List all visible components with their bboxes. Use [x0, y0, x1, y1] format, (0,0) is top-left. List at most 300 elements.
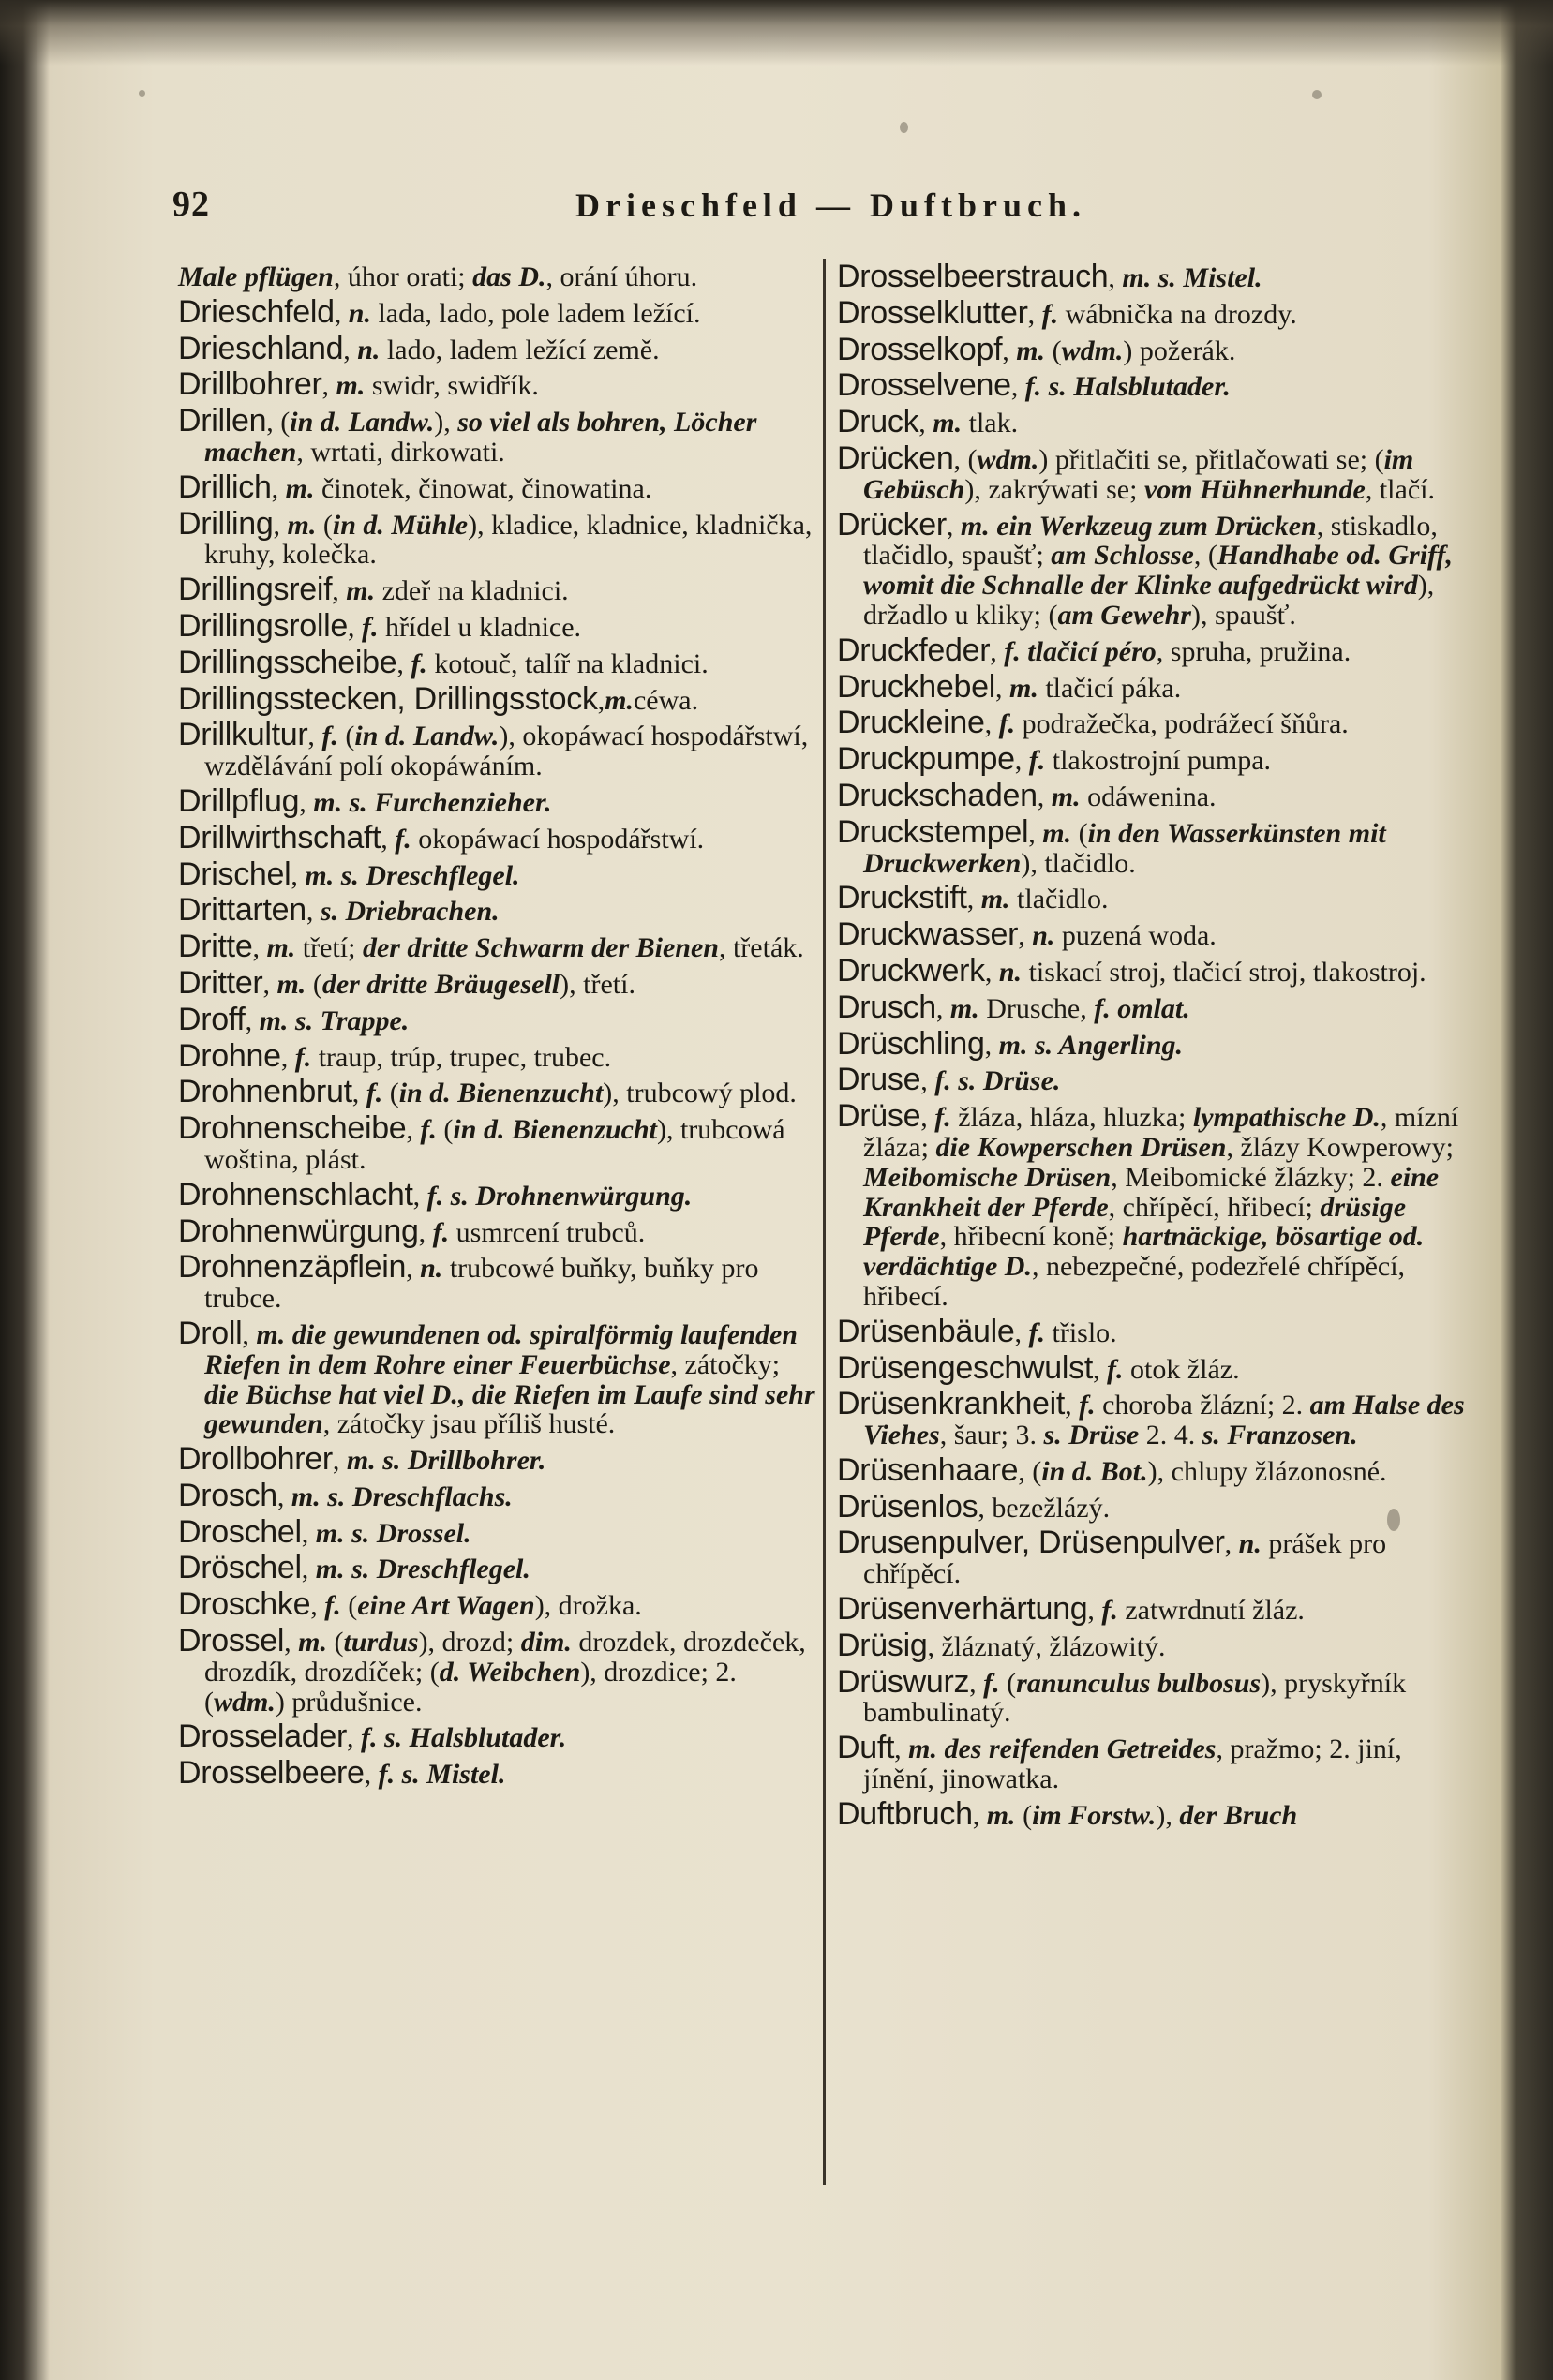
- definition-text: otok žláz.: [1123, 1353, 1240, 1385]
- dictionary-entry: [837, 1062, 1474, 1098]
- italic-gloss: f.: [1107, 1353, 1124, 1385]
- definition-text: ,: [946, 510, 961, 542]
- left-column: [178, 262, 815, 1795]
- headword: Drüsig: [837, 1627, 928, 1663]
- headword: Druckstempel: [837, 813, 1029, 850]
- italic-gloss: f. omlat.: [1094, 992, 1190, 1024]
- definition-text: , tlačí.: [1365, 473, 1435, 505]
- headword: Drüswurz: [837, 1663, 970, 1700]
- italic-gloss: m.: [933, 408, 963, 439]
- definition-text: (: [999, 1667, 1017, 1699]
- dictionary-entry: [178, 1586, 815, 1623]
- paper-speck: [139, 90, 145, 97]
- definition-text: ,: [252, 932, 267, 964]
- dictionary-entry: [178, 505, 815, 571]
- dictionary-entry: [837, 880, 1474, 916]
- headword: Dritte: [178, 929, 253, 965]
- definition-text: , žlázy Kowperowy;: [1226, 1131, 1454, 1163]
- dictionary-entry: [178, 262, 815, 292]
- italic-gloss: f.: [361, 611, 379, 643]
- definition-text: (: [1045, 335, 1062, 366]
- italic-gloss: m.: [336, 370, 366, 402]
- definition-text: , bezežlázý.: [978, 1492, 1111, 1524]
- definition-text: ), tlačidlo.: [1021, 847, 1136, 879]
- headword: Drusenpulver, Drüsenpulver: [837, 1525, 1225, 1561]
- italic-gloss: f.: [1079, 1390, 1096, 1421]
- definition-text: , stiskadlo, tlačidlo, spaušť;: [863, 510, 1438, 572]
- dictionary-entry: [837, 1098, 1474, 1312]
- italic-gloss: Handhabe od. Griff, womit die Schnalle der Klinke aufgedrückt wird: [863, 540, 1453, 602]
- headword: Drillpflug: [178, 782, 300, 819]
- dictionary-entry: [837, 1730, 1474, 1795]
- italic-gloss: m.: [285, 472, 315, 504]
- definition-text: ,: [273, 509, 288, 541]
- dictionary-entry: [837, 741, 1474, 778]
- italic-gloss: die Kowperschen Drüsen: [935, 1131, 1227, 1163]
- dictionary-entry: [837, 777, 1474, 813]
- definition-text: tlačidlo.: [1009, 884, 1109, 915]
- definition-text: 2. 4.: [1139, 1420, 1202, 1451]
- headword: Drohnenscheibe: [178, 1110, 407, 1147]
- headword: Duft: [837, 1730, 895, 1766]
- italic-gloss: m. des reifenden Getreides: [908, 1733, 1217, 1765]
- headword: Drüschling: [837, 1025, 985, 1062]
- definition-text: ,: [301, 1554, 316, 1585]
- definition-text: ,: [280, 1041, 295, 1073]
- italic-gloss: der Bruch: [1179, 1799, 1298, 1831]
- definition-text: ,: [301, 1517, 316, 1549]
- definition-text: žláza, hláza, hluzka;: [950, 1102, 1193, 1134]
- dictionary-entry: [837, 404, 1474, 440]
- dictionary-entry: [178, 293, 815, 330]
- italic-gloss: f.: [1041, 298, 1059, 330]
- headword: Drillkultur: [178, 717, 308, 753]
- italic-gloss: am Halse des Viehes: [863, 1390, 1465, 1451]
- italic-gloss: lympathische D.: [1192, 1102, 1381, 1134]
- definition-text: ), kladice, kladnice, kladnička, kruhy, kolečka.: [204, 509, 813, 571]
- definition-text: ,: [418, 1216, 433, 1248]
- dictionary-entry: [837, 331, 1474, 367]
- headword: Drüse: [837, 1098, 921, 1135]
- definition-text: swidr, swidřík.: [365, 370, 539, 402]
- headword: Drüsenlos: [837, 1488, 978, 1525]
- definition-text: , (: [1018, 1455, 1042, 1487]
- definition-text: ,: [1224, 1528, 1239, 1560]
- dictionary-entry: [837, 1313, 1474, 1349]
- headword: Drittarten: [178, 892, 306, 929]
- definition-text: (: [340, 1590, 358, 1622]
- italic-gloss: am Schlosse: [1051, 540, 1194, 572]
- italic-gloss: m. s. Dreschflachs.: [291, 1480, 513, 1512]
- definition-text: (: [382, 1078, 399, 1109]
- definition-text: ), držadlo u kliky; (: [863, 570, 1435, 631]
- definition-text: puzená woda.: [1054, 920, 1217, 952]
- definition-text: ), drožka.: [534, 1590, 642, 1622]
- dictionary-entry: [837, 632, 1474, 668]
- definition-text: traup, trúp, trupec, trubec.: [311, 1041, 612, 1073]
- definition-text: ,: [347, 1722, 361, 1754]
- italic-gloss: hartnäckige, bösartige od. verdächtige D.: [863, 1221, 1425, 1283]
- dictionary-entry: [837, 1663, 1474, 1729]
- italic-gloss: m. ein Werkzeug zum Drücken: [960, 510, 1317, 542]
- headword: Duftbruch: [837, 1795, 973, 1832]
- dictionary-entry: [178, 1623, 815, 1718]
- italic-gloss: f.: [294, 1041, 312, 1073]
- italic-gloss: n.: [420, 1253, 443, 1285]
- italic-gloss: d. Weibchen: [439, 1656, 581, 1688]
- definition-text: , třeták.: [718, 932, 804, 964]
- definition-text: ,: [343, 334, 358, 365]
- definition-text: ,: [984, 708, 999, 740]
- italic-gloss: s. Franzosen.: [1202, 1420, 1358, 1451]
- italic-gloss: das D.: [472, 261, 546, 292]
- definition-text: ,: [406, 1253, 421, 1285]
- dictionary-entry: [178, 717, 815, 782]
- italic-gloss: m. s. Drossel.: [315, 1517, 471, 1549]
- definition-text: ,: [332, 575, 347, 607]
- definition-text: ,: [306, 896, 321, 928]
- dictionary-entry: [837, 1525, 1474, 1590]
- definition-text: ), trubcowý plod.: [603, 1078, 797, 1109]
- definition-text: ), okopáwací hospodářstwí, wzdělávání polí okopáwáním.: [204, 721, 809, 782]
- definition-text: okopáwací hospodářstwí.: [411, 823, 705, 855]
- definition-text: odáwenina.: [1080, 781, 1217, 812]
- headword: Drohnenschlacht: [178, 1176, 413, 1212]
- headword: Drücken: [837, 439, 954, 476]
- italic-gloss: tlačicí péro: [1027, 635, 1157, 667]
- headword: Druckfeder: [837, 632, 991, 668]
- definition-text: ), drozd;: [418, 1627, 521, 1659]
- italic-gloss: in d. Landw.: [290, 407, 435, 439]
- definition-text: ,: [1014, 745, 1029, 777]
- dictionary-entry: [837, 1386, 1474, 1451]
- definition-text: ,: [271, 472, 286, 504]
- headword: Droschke: [178, 1586, 311, 1623]
- italic-gloss: m. s. Dreschflegel.: [305, 859, 520, 891]
- definition-text: ), spaušť.: [1190, 599, 1296, 631]
- italic-gloss: m. s. Angerling.: [998, 1029, 1184, 1061]
- definition-text: ,: [321, 370, 336, 402]
- definition-text: ,: [972, 1799, 987, 1831]
- italic-gloss: eine Krankheit der Pferde: [863, 1161, 1440, 1223]
- dictionary-entry: [178, 1477, 815, 1513]
- dictionary-entry: [178, 330, 815, 366]
- headword: Drossel: [178, 1623, 285, 1659]
- definition-text: , nebezpečné, podezřelé chřípěcí, hřibecí.: [863, 1251, 1406, 1312]
- dictionary-entry: [837, 259, 1474, 294]
- italic-gloss: m.: [276, 968, 306, 1000]
- italic-gloss: n.: [1032, 920, 1055, 952]
- definition-text: ,: [969, 1667, 984, 1699]
- headword: Droschel: [178, 1513, 302, 1550]
- dictionary-entry: [178, 1513, 815, 1550]
- headword: Drillingsrolle: [178, 607, 348, 644]
- definition-text: ,: [262, 968, 277, 1000]
- headword: Drilling: [178, 505, 274, 542]
- italic-gloss: s. Driebrachen.: [320, 896, 500, 928]
- headword: Drillen: [178, 403, 267, 439]
- headword: Drüsengeschwulst: [837, 1349, 1093, 1386]
- italic-gloss: im Gebüsch: [863, 443, 1414, 505]
- definition-text: ,: [1093, 1353, 1107, 1385]
- italic-gloss: vom Hühnerhunde: [1143, 473, 1366, 505]
- definition-text: ,: [918, 408, 933, 439]
- italic-gloss: m.: [1016, 335, 1046, 366]
- definition-text: ,: [364, 1759, 379, 1791]
- running-title: Drieschfeld — Duftbruch.: [575, 186, 1086, 224]
- italic-gloss: f.: [998, 708, 1016, 740]
- paper-speck: [900, 122, 908, 133]
- italic-gloss: m. s. Dreschflegel.: [315, 1554, 530, 1585]
- italic-gloss: in d. Bienenzucht: [453, 1114, 657, 1146]
- italic-gloss: in d. Bienenzucht: [398, 1078, 604, 1109]
- italic-gloss: in d. Mühle: [332, 509, 469, 541]
- italic-gloss: n.: [348, 297, 371, 329]
- italic-gloss: m.: [1042, 817, 1072, 849]
- definition-text: ,: [334, 297, 349, 329]
- italic-gloss: f.: [321, 721, 338, 752]
- italic-gloss: der dritte Schwarm der Bienen: [362, 932, 719, 964]
- definition-text: , Meibomické žlázky; 2.: [1111, 1161, 1391, 1193]
- headword: Druckwerk: [837, 952, 985, 989]
- italic-gloss: eine Art Wagen: [357, 1590, 535, 1622]
- dictionary-entry: [837, 1488, 1474, 1525]
- definition-text: lada, lado, pole ladem ležící.: [370, 297, 701, 329]
- dictionary-entry: [837, 439, 1474, 505]
- headword: Drosch: [178, 1477, 277, 1513]
- definition-text: trubcowé buňky, buňky pro trubce.: [204, 1253, 759, 1315]
- definition-text: tlačicí páka.: [1038, 672, 1182, 704]
- headword: Drollbohrer: [178, 1441, 333, 1478]
- definition-text: , zátočky;: [670, 1348, 781, 1380]
- definition-text: kotouč, talíř na kladnici.: [426, 647, 709, 679]
- definition-text: ,: [406, 1114, 421, 1146]
- definition-text: , spruha, pružina.: [1156, 635, 1351, 667]
- definition-text: ,: [984, 1029, 999, 1061]
- italic-gloss: s. Drüse: [1043, 1420, 1140, 1451]
- italic-gloss: m.: [949, 992, 979, 1024]
- italic-gloss: n.: [998, 956, 1023, 988]
- dictionary-entry: [178, 1176, 815, 1212]
- italic-gloss: f.: [1101, 1595, 1118, 1627]
- dictionary-entry: [837, 952, 1474, 989]
- headword: Druckhebel: [837, 668, 995, 705]
- definition-text: ), chlupy žlázonosné.: [1147, 1455, 1387, 1487]
- italic-gloss: Male pflügen: [178, 261, 334, 292]
- definition-text: (: [337, 721, 355, 752]
- definition-text: , zátočky jsau příliš husté.: [322, 1408, 616, 1440]
- definition-text: , orání úhoru.: [545, 261, 698, 292]
- dictionary-entry: [178, 929, 815, 965]
- definition-text: ,: [351, 1078, 366, 1109]
- definition-text: činotek, činowat, činowatina.: [314, 472, 652, 504]
- headword: Drillich: [178, 469, 272, 505]
- headword: Drillwirthschaft: [178, 819, 381, 855]
- dictionary-entry: [837, 916, 1474, 953]
- italic-gloss: im Forstw.: [1032, 1799, 1157, 1831]
- italic-gloss: m.: [266, 932, 296, 964]
- dictionary-entry: [837, 367, 1474, 404]
- italic-gloss: f.: [934, 1102, 951, 1134]
- headword: Drieschfeld: [178, 293, 335, 330]
- page-header: [172, 184, 1485, 240]
- definition-text: ,: [920, 1102, 935, 1134]
- definition-text: ), pryskyřník bambulinatý.: [863, 1667, 1407, 1729]
- italic-gloss: in d. Landw.: [354, 721, 500, 752]
- definition-text: ,: [1087, 1595, 1102, 1627]
- dictionary-entry: [178, 366, 815, 403]
- headword: Drillbohrer: [178, 366, 322, 403]
- headword: Dröschel: [178, 1550, 302, 1586]
- dictionary-entry: [178, 1718, 815, 1755]
- italic-gloss: in d. Bot.: [1041, 1455, 1148, 1487]
- definition-text: , wrtati, dirkowati.: [296, 436, 505, 468]
- definition-text: třislo.: [1045, 1316, 1117, 1348]
- dictionary-entry: [178, 1110, 815, 1175]
- column-divider: [823, 259, 826, 2185]
- definition-text: ,: [242, 1318, 257, 1350]
- definition-text: ,: [966, 884, 981, 915]
- italic-gloss: m.: [986, 1799, 1016, 1831]
- definition-text: ,: [291, 859, 306, 891]
- definition-text: , (: [266, 407, 291, 439]
- dictionary-entry: [837, 705, 1474, 741]
- definition-text: ,: [284, 1627, 299, 1659]
- headword: Droll: [178, 1315, 243, 1351]
- italic-gloss: m.: [1008, 672, 1038, 704]
- definition-text: lado, ladem ležící země.: [380, 334, 660, 365]
- headword: Drohnenzäpflein: [178, 1249, 407, 1286]
- headword: Drischel: [178, 855, 291, 892]
- definition-text: ),: [434, 407, 458, 439]
- dictionary-entry: [178, 1001, 815, 1037]
- dictionary-entry: [178, 1550, 815, 1586]
- headword: Druckstift: [837, 880, 967, 916]
- headword: Droff: [178, 1001, 246, 1037]
- italic-gloss: m.: [1051, 781, 1081, 812]
- dictionary-entry: [178, 607, 815, 644]
- dictionary-entry: [178, 403, 815, 468]
- definition-text: choroba žlázní; 2.: [1095, 1390, 1310, 1421]
- dictionary-entry: [178, 782, 815, 819]
- definition-text: , úhor orati;: [333, 261, 473, 292]
- italic-gloss: f. s. Drohnenwürgung.: [426, 1180, 693, 1212]
- definition-text: třetí;: [295, 932, 363, 964]
- definition-text: tiskací stroj, tlačicí stroj, tlakostroj.: [1022, 956, 1426, 988]
- italic-gloss: f.: [395, 823, 411, 855]
- definition-text: ,: [894, 1733, 909, 1765]
- definition-text: , pražmo; 2. jiní, jínění, jinowatka.: [863, 1733, 1402, 1795]
- italic-gloss: ranunculus bulbosus: [1016, 1667, 1262, 1699]
- headword: Druckwasser: [837, 916, 1019, 953]
- italic-gloss: der dritte Bräugesell: [321, 968, 560, 1000]
- italic-gloss: wdm.: [1061, 335, 1124, 366]
- italic-gloss: m.: [298, 1627, 327, 1659]
- definition-text: , šaur; 3.: [939, 1420, 1044, 1451]
- headword: Druckschaden: [837, 777, 1038, 813]
- headword: Drosselader: [178, 1718, 347, 1755]
- italic-gloss: m.: [980, 884, 1010, 915]
- definition-text: ,: [412, 1180, 427, 1212]
- headword: Drüsenverhärtung: [837, 1591, 1088, 1628]
- dictionary-entry: [837, 1451, 1474, 1488]
- definition-text: ,: [1002, 335, 1017, 366]
- headword: Drieschland: [178, 330, 344, 366]
- definition-text: ,: [245, 1004, 260, 1036]
- headword: Drosselkopf: [837, 331, 1003, 367]
- headword: Drosselklutter: [837, 294, 1028, 331]
- definition-text: , mízní žláza;: [863, 1102, 1459, 1163]
- dictionary-entry: [178, 1037, 815, 1074]
- italic-gloss: n.: [357, 334, 381, 365]
- dictionary-entry: [178, 1074, 815, 1110]
- definition-text: Drusche,: [978, 992, 1095, 1024]
- headword: Drücker: [837, 506, 947, 543]
- headword: Druckpumpe: [837, 741, 1015, 778]
- dictionary-entry: [837, 1349, 1474, 1386]
- italic-gloss: f.: [420, 1114, 437, 1146]
- definition-text: ,: [1014, 1316, 1029, 1348]
- right-column: [837, 259, 1474, 1837]
- definition-text: ,: [1027, 298, 1042, 330]
- italic-gloss: f.: [1028, 1316, 1045, 1348]
- headword: Drohne: [178, 1037, 281, 1074]
- definition-text: (: [327, 1627, 344, 1659]
- italic-gloss: m. s. Mistel.: [1122, 262, 1262, 293]
- definition-text: ), trubcowá woština, plást.: [204, 1114, 785, 1175]
- definition-text: ,: [1065, 1390, 1080, 1421]
- italic-gloss: f.: [432, 1216, 450, 1248]
- italic-gloss: f.: [1028, 745, 1046, 777]
- italic-gloss: m. die gewundenen od. spiralförmig laufenden Riefen in dem Rohre einer Feuerbüchse: [204, 1318, 798, 1380]
- dictionary-entry: [178, 1755, 815, 1792]
- headword: Drüsenbäule: [837, 1313, 1015, 1349]
- dictionary-entry: [178, 1212, 815, 1249]
- dictionary-entry: [178, 819, 815, 855]
- headword: Druck: [837, 404, 919, 440]
- italic-gloss: die Büchse hat viel D., die Riefen im Laufe sind sehr gewunden: [204, 1378, 815, 1440]
- dictionary-entry: [837, 1025, 1474, 1062]
- headword: Drusch: [837, 989, 936, 1025]
- definition-text: ,: [299, 786, 314, 818]
- italic-gloss: m. s. Trappe.: [259, 1004, 410, 1036]
- headword: Drosselvene: [837, 367, 1011, 404]
- definition-text: podražečka, podrážecí šňůra.: [1015, 708, 1349, 740]
- definition-text: ,: [332, 1445, 347, 1477]
- italic-gloss: m.: [287, 509, 317, 541]
- definition-text: ,: [1010, 371, 1025, 403]
- italic-gloss: f.: [983, 1667, 1000, 1699]
- dictionary-entry: [178, 855, 815, 892]
- headword: Druse: [837, 1062, 921, 1098]
- dictionary-entry: [837, 813, 1474, 879]
- italic-gloss: f. s. Halsblutader.: [361, 1722, 567, 1754]
- dictionary-entry: [178, 680, 815, 717]
- definition-text: ,: [381, 823, 396, 855]
- definition-text: , (: [1193, 540, 1217, 572]
- definition-text: , žláznatý, žlázowitý.: [927, 1630, 1166, 1662]
- italic-gloss: so viel als bohren, Löcher machen: [204, 407, 757, 468]
- page-number: 92: [172, 185, 210, 224]
- italic-gloss: m. s. Furchenzieher.: [313, 786, 552, 818]
- paper-speck: [1312, 90, 1322, 99]
- headword: Drosselbeere: [178, 1755, 365, 1792]
- dictionary-entry: [178, 572, 815, 608]
- definition-text: ,: [307, 721, 322, 752]
- definition-text: (: [316, 509, 333, 541]
- italic-gloss: n.: [1238, 1528, 1262, 1560]
- italic-gloss: am Gewehr: [1057, 599, 1191, 631]
